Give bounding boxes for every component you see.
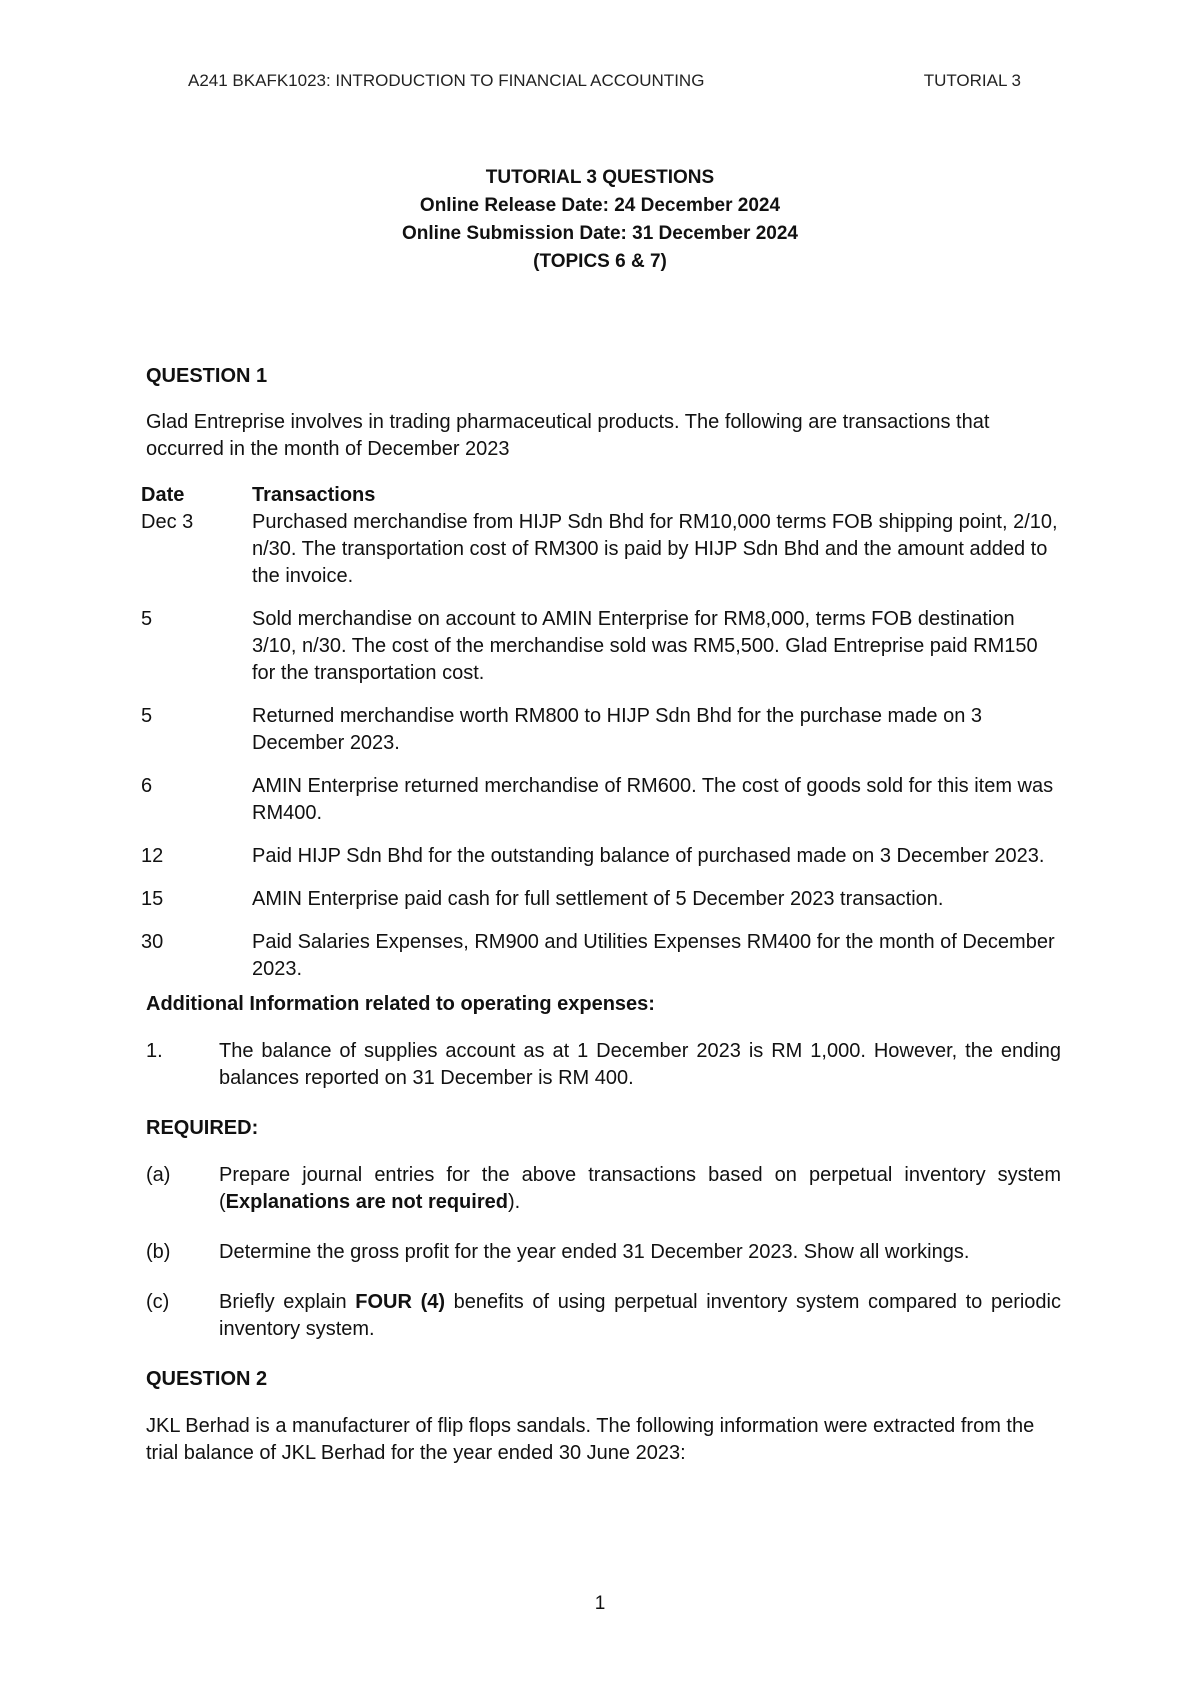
transactions-table-header: [141, 482, 1061, 509]
release-date: Online Release Date: 24 December 2024: [419, 195, 781, 216]
transaction-text: Sold merchandise on account to AMIN Enterprise for RM8,000, terms FOB destination 3/10, n/30. The cost of the merchandise sold was RM5,500. Glad Entreprise paid RM150 for the transportation cost.: [252, 608, 1038, 684]
required-item-text: Determine the gross profit for the year ended 31 December 2023. Show all workings.: [219, 1241, 970, 1263]
additional-information-heading: Additional Information related to operating expenses:: [146, 993, 655, 1015]
required-item-b: [146, 1239, 1061, 1266]
required-c-emphasis: FOUR (4): [355, 1291, 446, 1313]
tutorial-label: TUTORIAL 3: [923, 71, 1021, 90]
question-2-intro: JKL Berhad is a manufacturer of flip flops sandals. The following information were extracted from the trial balance of JKL Berhad for the year ended 30 June 2023:: [146, 1415, 1035, 1464]
required-item-c: [146, 1289, 1061, 1343]
transaction-date: 5: [141, 608, 153, 630]
required-a-text-end: ).: [507, 1191, 521, 1213]
required-c-text-end: benefits of using perpetual inventory system compared to periodic inventory system.: [219, 1291, 1061, 1340]
transaction-text: Paid HIJP Sdn Bhd for the outstanding balance of purchased made on 3 December 2023.: [252, 845, 1045, 867]
transaction-row: [141, 606, 1061, 687]
transaction-date: Dec 3: [141, 511, 194, 533]
document-body: [141, 363, 1061, 1467]
question-1-intro: Glad Entreprise involves in trading pharmaceutical products. The following are transactions that occurred in the month of December 2023: [146, 411, 990, 460]
transaction-text: Returned merchandise worth RM800 to HIJP Sdn Bhd for the purchase made on 3 December 2023.: [252, 705, 983, 754]
required-a-emphasis: Explanations are not required: [225, 1191, 508, 1213]
transaction-row: [141, 509, 1061, 590]
question-1-heading: QUESTION 1: [146, 365, 268, 387]
document-title-block: [0, 164, 1200, 276]
transaction-text: Paid Salaries Expenses, RM900 and Utilities Expenses RM400 for the month of December 2023.: [252, 931, 1055, 980]
date-column-header: Date: [141, 484, 185, 506]
transaction-date: 6: [141, 775, 153, 797]
transaction-row: [141, 843, 1061, 870]
required-item-label: (c): [146, 1291, 170, 1313]
transaction-text: AMIN Enterprise returned merchandise of RM600. The cost of goods sold for this item was RM400.: [252, 775, 1054, 824]
course-title: A241 BKAFK1023: INTRODUCTION TO FINANCIAL ACCOUNTING: [188, 71, 705, 90]
transactions-column-header: Transactions: [252, 484, 376, 506]
page-number: 1: [594, 1593, 606, 1614]
transaction-row: [141, 886, 1061, 913]
transaction-row: [141, 703, 1061, 757]
required-item-text: [219, 1289, 1061, 1343]
additional-item: [146, 1038, 1061, 1092]
topics: (TOPICS 6 & 7): [533, 251, 667, 272]
required-item-label: (a): [146, 1164, 171, 1186]
transaction-date: 30: [141, 931, 164, 953]
transaction-date: 15: [141, 888, 164, 910]
required-heading: REQUIRED:: [146, 1117, 259, 1139]
required-c-text-start: Briefly explain: [219, 1291, 356, 1313]
transaction-row: [141, 773, 1061, 827]
required-item-label: (b): [146, 1241, 171, 1263]
transaction-date: 5: [141, 705, 153, 727]
required-item-a: [146, 1162, 1061, 1216]
transaction-date: 12: [141, 845, 164, 867]
submission-date: Online Submission Date: 31 December 2024: [402, 223, 798, 244]
transaction-text: AMIN Enterprise paid cash for full settlement of 5 December 2023 transaction.: [252, 888, 944, 910]
transaction-row: [141, 929, 1061, 983]
document-title: TUTORIAL 3 QUESTIONS: [485, 167, 715, 188]
additional-item-text: The balance of supplies account as at 1 December 2023 is RM 1,000. However, the ending balances reported on 31 December is RM 400.: [219, 1040, 1061, 1089]
required-a-text-start: Prepare journal entries for the above transactions based on perpetual inventory system (: [219, 1164, 1061, 1213]
question-2-heading: QUESTION 2: [146, 1368, 268, 1390]
transaction-text: Purchased merchandise from HIJP Sdn Bhd for RM10,000 terms FOB shipping point, 2/10, n/30. The transportation cost of RM300 is paid by HIJP Sdn Bhd and the amount added to the invoice.: [252, 511, 1058, 587]
required-item-text: [219, 1162, 1061, 1216]
additional-item-label: 1.: [146, 1040, 163, 1062]
